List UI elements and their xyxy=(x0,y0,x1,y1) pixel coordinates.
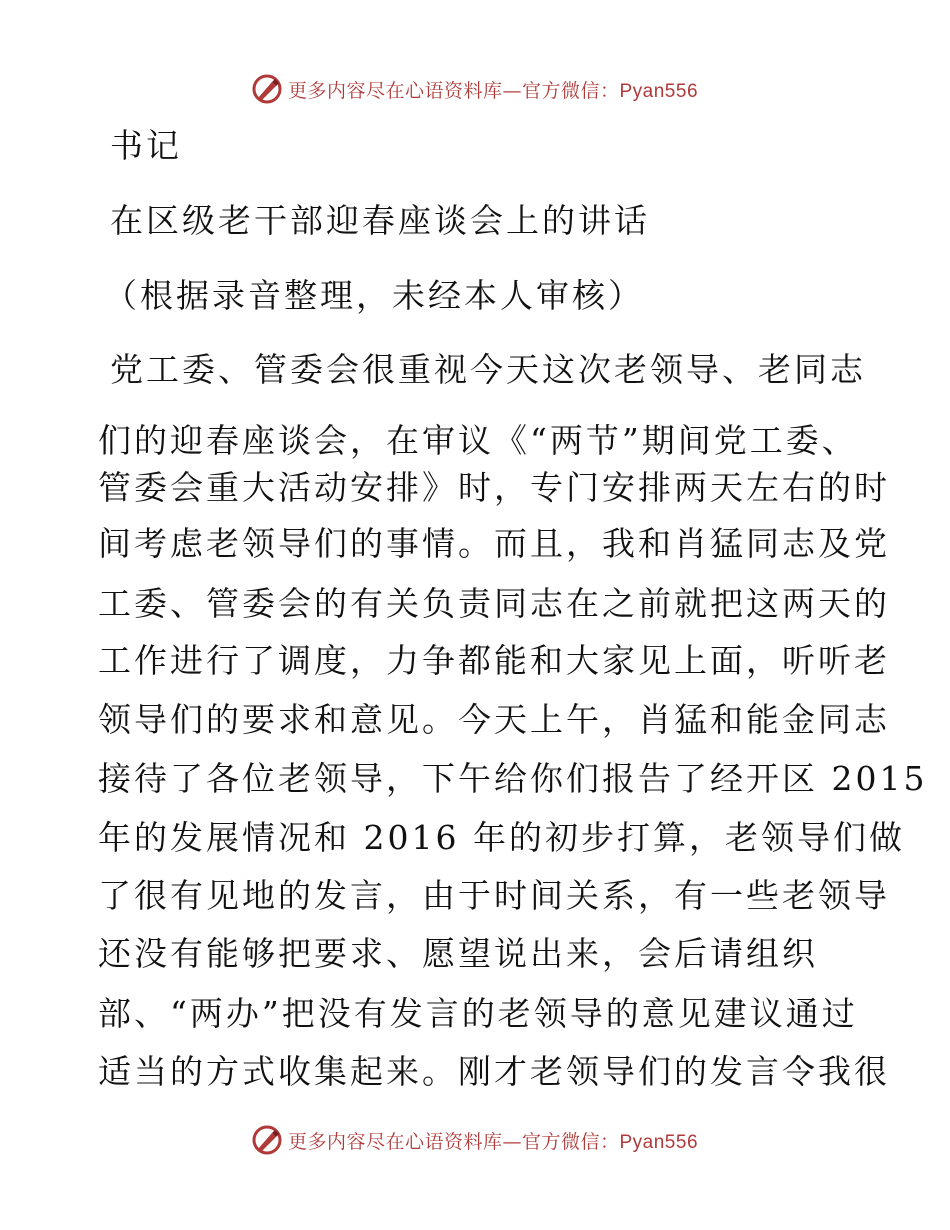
body-line: 部、“两办”把没有发言的老领导的意见建议通过 xyxy=(98,994,858,1033)
body-line: 了很有见地的发言，由于时间关系，有一些老领导 xyxy=(98,876,890,915)
body-line: 工作进行了调度，力争都能和大家见上面，听听老 xyxy=(98,641,890,680)
pen-logo-icon xyxy=(252,74,282,104)
body-line: 接待了各位老领导，下午给你们报告了经开区 2015 xyxy=(98,759,928,798)
watermark-label: 更多内容尽在心语资料库—官方微信： xyxy=(287,79,620,102)
body-line: 适当的方式收集起来。刚才老领导们的发言令我很 xyxy=(98,1052,890,1091)
title-main: 在区级老干部迎春座谈会上的讲话 xyxy=(110,201,650,240)
body-line: 间考虑老领导们的事情。而且，我和肖猛同志及党 xyxy=(98,524,890,563)
watermark-text xyxy=(288,1127,698,1154)
body-line: 还没有能够把要求、愿望说出来，会后请组织 xyxy=(98,934,818,973)
body-line: 工委、管委会的有关负责同志在之前就把这两天的 xyxy=(98,584,890,623)
watermark-label: 更多内容尽在心语资料库—官方微信： xyxy=(287,1130,620,1153)
watermark-text xyxy=(288,76,698,103)
watermark-bottom xyxy=(0,1123,950,1157)
body-line: 管委会重大活动安排》时，专门安排两天左右的时 xyxy=(98,468,890,507)
body-line: 党工委、管委会很重视今天这次老领导、老同志 xyxy=(110,350,866,389)
transcript-note: （根据录音整理，未经本人审核） xyxy=(104,276,644,315)
body-line: 领导们的要求和意见。今天上午，肖猛和能金同志 xyxy=(98,700,890,739)
body-line: 们的迎春座谈会，在审议《“两节”期间党工委、 xyxy=(98,421,858,460)
pen-logo-icon xyxy=(252,1125,282,1155)
title-role: 书记 xyxy=(110,126,182,165)
watermark-id: Pyan556 xyxy=(619,1131,699,1153)
watermark-id: Pyan556 xyxy=(619,80,699,102)
watermark-top xyxy=(0,72,950,106)
body-line: 年的发展情况和 2016 年的初步打算，老领导们做 xyxy=(98,818,905,857)
